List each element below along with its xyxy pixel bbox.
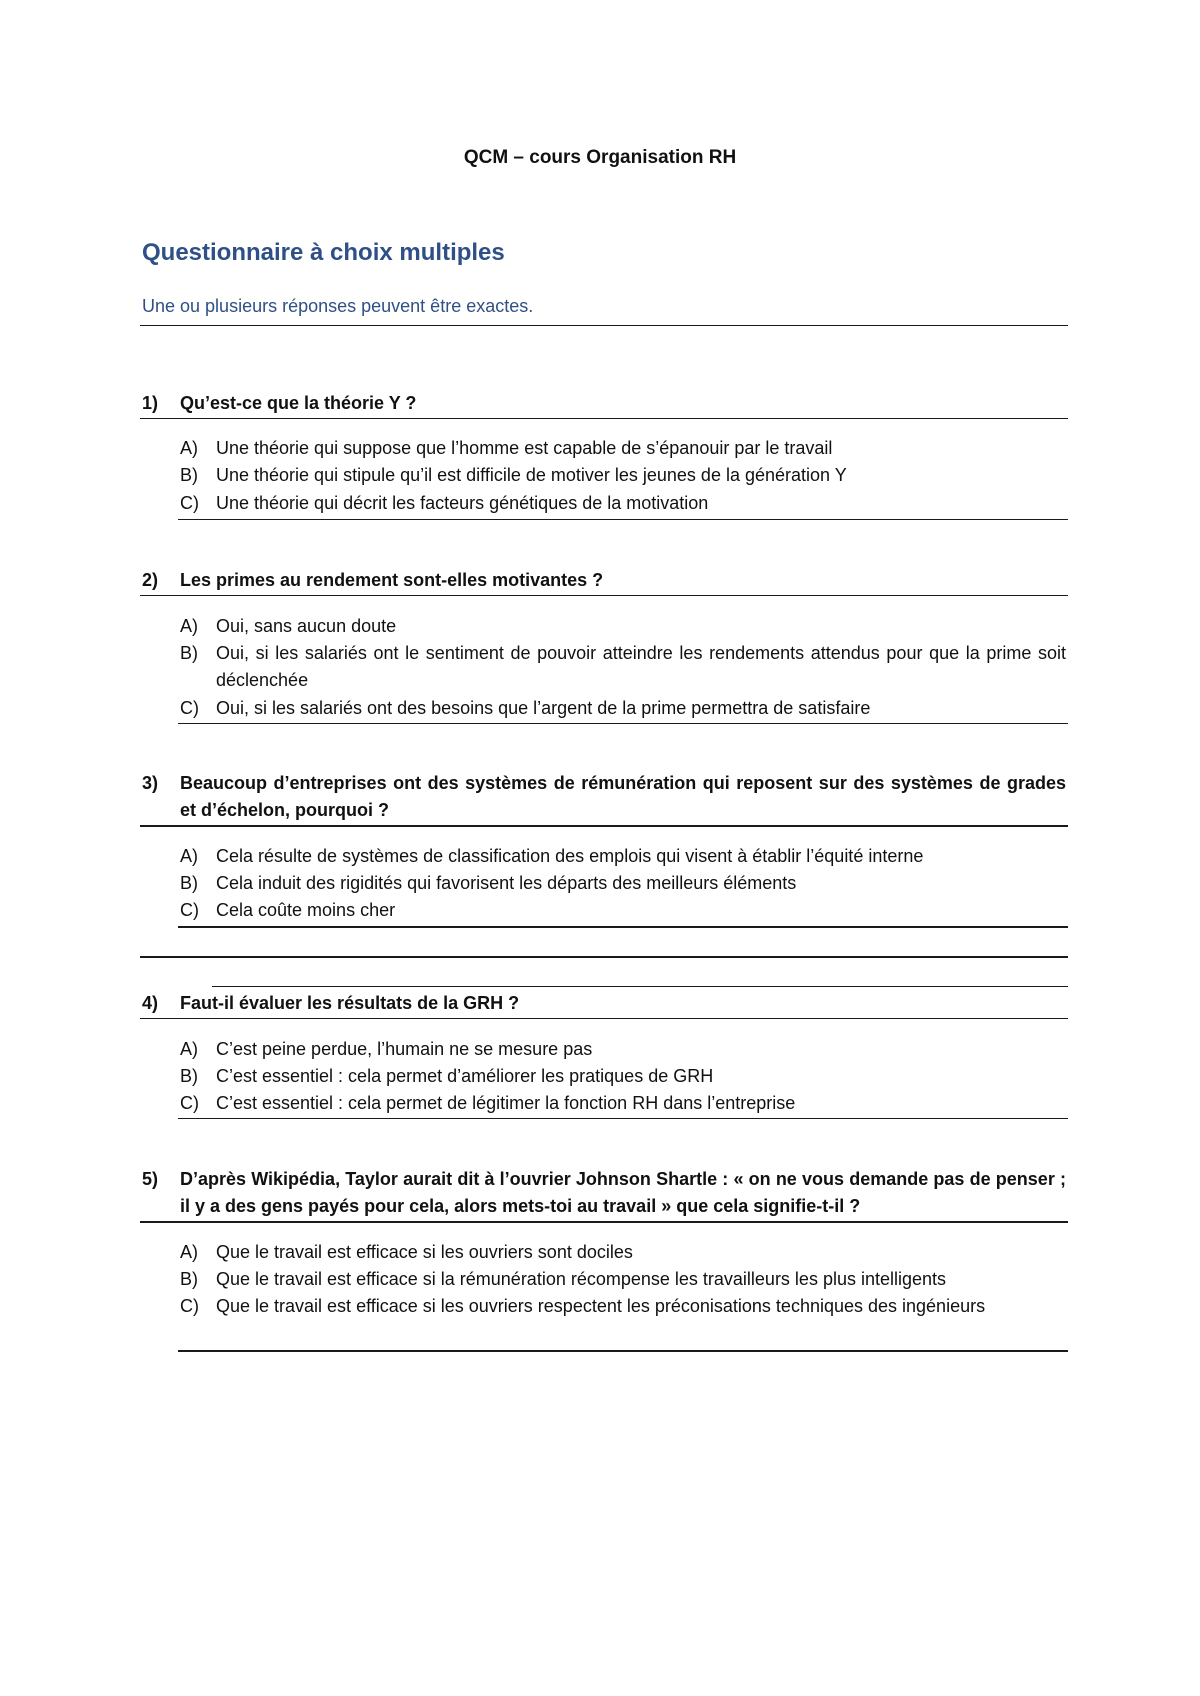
answer-text: Cela résulte de systèmes de classification des emplois qui visent à établir l’équité interne — [216, 846, 924, 866]
answer-letter: C) — [180, 1093, 199, 1113]
question-number: 1) — [142, 393, 159, 413]
question-text: D’après Wikipédia, Taylor aurait dit à l’ouvrier Johnson Shartle : « on ne vous demande pas de penser ; il y a des gens payés pour cela, alors mets-toi au travail » que cela signifie-t-il ? — [180, 1169, 1066, 1216]
answer-letter: C) — [180, 1296, 199, 1316]
answer-letter: C) — [180, 900, 199, 920]
question-number: 5) — [142, 1169, 159, 1189]
answer-text: Que le travail est efficace si les ouvriers sont dociles — [216, 1242, 633, 1262]
question-number: 4) — [142, 993, 159, 1013]
document-title: QCM – cours Organisation RH — [463, 147, 737, 168]
question-rule — [140, 595, 1068, 596]
answer-letter: B) — [180, 465, 198, 485]
answer-letter: B) — [180, 1066, 198, 1086]
answer-text: Que le travail est efficace si les ouvriers respectent les préconisations techniques des ingénieurs — [216, 1296, 986, 1316]
answer-letter: C) — [180, 698, 199, 718]
question-number: 3) — [142, 773, 159, 793]
answer-text: C’est peine perdue, l’humain ne se mesure pas — [216, 1039, 593, 1059]
answer-letter: B) — [180, 873, 198, 893]
question-rule — [140, 1018, 1068, 1019]
heading-rule — [140, 325, 1068, 326]
question-text: Beaucoup d’entreprises ont des systèmes de rémunération qui reposent sur des systèmes de grades et d’échelon, pourquoi ? — [180, 773, 1066, 820]
answers-rule — [178, 1118, 1068, 1119]
answer-letter: A) — [180, 1039, 198, 1059]
separator-rule — [140, 956, 1068, 958]
answer-letter: B) — [180, 643, 198, 663]
answer-letter: A) — [180, 1242, 198, 1262]
answer-text: Oui, sans aucun doute — [216, 616, 397, 636]
answer-text: Que le travail est efficace si la rémunération récompense les travailleurs les plus intelligents — [216, 1269, 947, 1289]
section-heading: Questionnaire à choix multiples — [142, 239, 505, 266]
question-number: 2) — [142, 570, 159, 590]
answer-letter: A) — [180, 846, 198, 866]
answer-letter: A) — [180, 438, 198, 458]
question-rule — [140, 825, 1068, 827]
answers-rule — [178, 926, 1068, 928]
answer-text: Cela coûte moins cher — [216, 900, 396, 920]
answer-text: Une théorie qui suppose que l’homme est capable de s’épanouir par le travail — [216, 438, 833, 458]
answer-letter: B) — [180, 1269, 198, 1289]
answer-text: Oui, si les salariés ont des besoins que l’argent de la prime permettra de satisfaire — [216, 698, 871, 718]
question-rule — [140, 1221, 1068, 1223]
answers-rule — [178, 1350, 1068, 1352]
question-text: Faut-il évaluer les résultats de la GRH ? — [180, 993, 520, 1013]
question-text: Qu’est-ce que la théorie Y ? — [180, 393, 417, 413]
question-rule — [140, 418, 1068, 419]
answer-text: Cela induit des rigidités qui favorisent les départs des meilleurs éléments — [216, 873, 797, 893]
section-subheading: Une ou plusieurs réponses peuvent être exactes. — [142, 296, 534, 316]
answer-text: C’est essentiel : cela permet d’améliorer les pratiques de GRH — [216, 1066, 714, 1086]
separator-rule — [212, 986, 1068, 987]
answer-text: C’est essentiel : cela permet de légitimer la fonction RH dans l’entreprise — [216, 1093, 796, 1113]
question-text: Les primes au rendement sont-elles motivantes ? — [180, 570, 604, 590]
answer-text: Une théorie qui décrit les facteurs génétiques de la motivation — [216, 493, 709, 513]
answer-letter: A) — [180, 616, 198, 636]
answer-letter: C) — [180, 493, 199, 513]
answer-text: Une théorie qui stipule qu’il est difficile de motiver les jeunes de la génération Y — [216, 465, 847, 485]
answer-text: Oui, si les salariés ont le sentiment de pouvoir atteindre les rendements attendus pour que la prime soit déclenchée — [216, 643, 1066, 690]
answers-rule — [178, 519, 1068, 520]
answers-rule — [178, 723, 1068, 724]
